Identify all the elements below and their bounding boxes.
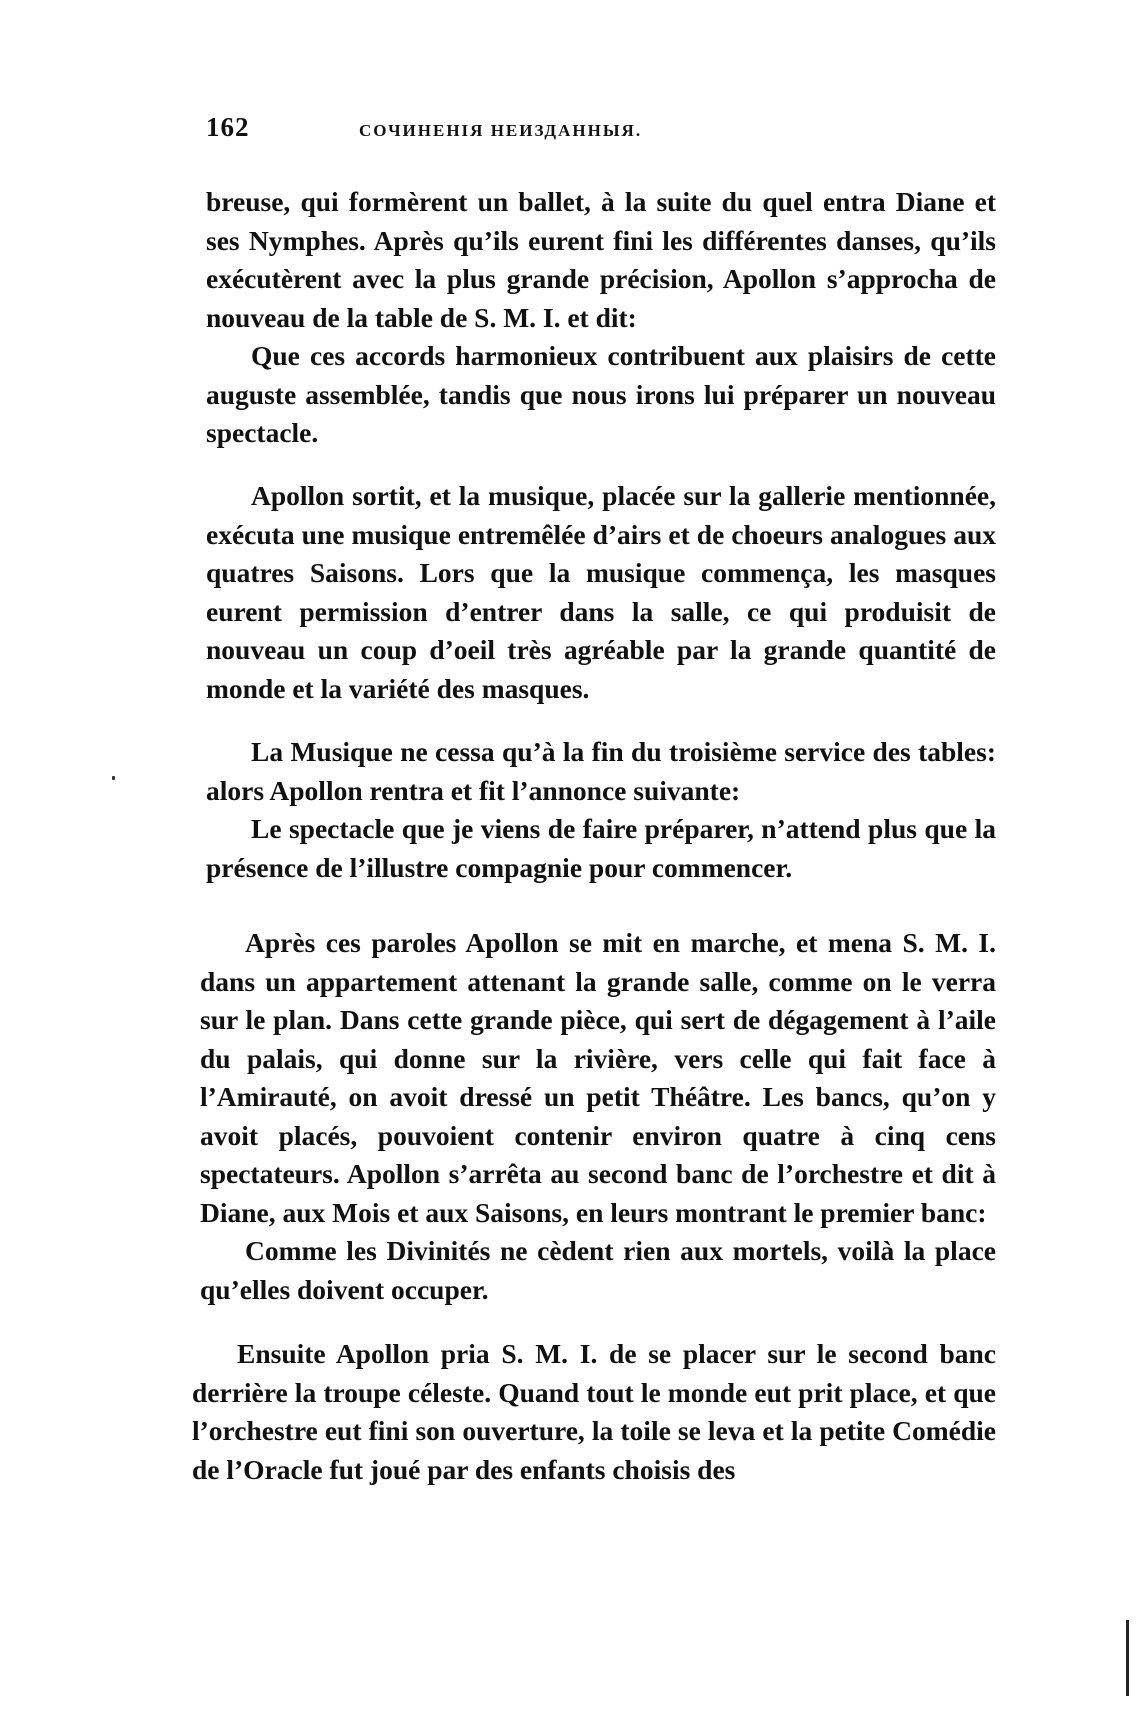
margin-speck [112, 776, 115, 780]
running-title: СОЧИНЕНІЯ НЕИЗДАННЫЯ. [359, 121, 643, 140]
text-block-3 [206, 733, 996, 887]
paragraph-2: Que ces accords harmonieux contribuent aux plaisirs de cette auguste assemblée, tandis que nous irons lui préparer un nouveau spectacle. [206, 340, 996, 448]
page-number: 162 [206, 112, 250, 142]
page-header [206, 112, 996, 152]
text-block-5 [192, 1335, 996, 1489]
paragraph-6: Après ces paroles Apollon se mit en marche, et mena S. M. I. dans un appartement attenant la grande salle, comme on le verra sur le plan. Dans cette grande pièce, qui sert de dégagement à l’aile du palais, qui donne sur la rivière, vers celle qui fait face à l’Amirauté, on avoit dressé un petit Théâtre. Les bancs, qu’on y avoit placés, pouvoient contenir environ quatre à cinq cens spectateurs. Apollon s’arrêta au second banc de l’orchestre et dit à Diane, aux Mois et aux Saisons, en leurs montrant le premier banc: [200, 927, 996, 1228]
paragraph-4: La Musique ne cessa qu’à la fin du troisième service des tables: alors Apollon rentra et fit l’annonce suivante: [206, 736, 996, 806]
text-block-1 [206, 183, 996, 453]
text-block-4 [200, 924, 996, 1309]
paragraph-3: Apollon sortit, et la musique, placée sur la gallerie mentionnée, exécuta une musique entremêlée d’airs et de choeurs analogues aux quatres Saisons. Lors que la musique commença, les masques eurent permission d’entrer dans la salle, ce qui produisit de nouveau un coup d’oeil très agréable par la grande quantité de monde et la variété des masques. [206, 480, 996, 704]
paragraph-5: Le spectacle que je viens de faire préparer, n’attend plus que la présence de l’illustre compagnie pour commencer. [206, 813, 996, 883]
text-block-2 [206, 477, 996, 708]
paragraph-7: Comme les Divinités ne cèdent rien aux mortels, voilà la place qu’elles doivent occuper. [200, 1235, 996, 1305]
binding-edge-line [1126, 1620, 1129, 1696]
paragraph-1: breuse, qui formèrent un ballet, à la suite du quel entra Diane et ses Nymphes. Après qu’ils eurent fini les différentes danses, qu’ils exécutèrent avec la plus grande précision, Apollon s’approcha de nouveau de la table de S. M. I. et dit: [206, 186, 996, 333]
paragraph-8: Ensuite Apollon pria S. M. I. de se placer sur le second banc derrière la troupe céleste. Quand tout le monde eut prit place, et que l’orchestre eut fini son ouverture, la toile se leva et la petite Comédie de l’Oracle fut joué par des enfants choisis des [192, 1338, 996, 1485]
